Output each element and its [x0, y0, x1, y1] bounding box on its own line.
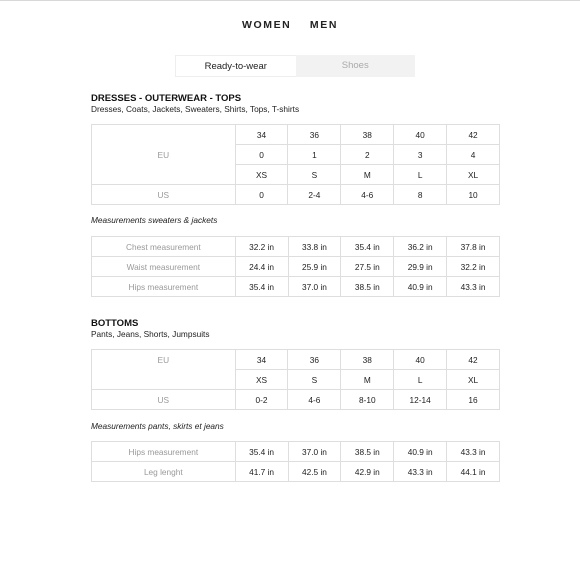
table-cell: 8-10	[341, 390, 394, 410]
table-cell: 35.4 in	[235, 442, 288, 462]
table-row	[92, 125, 500, 145]
table-cell: 37.0 in	[288, 442, 341, 462]
table-row	[92, 277, 500, 297]
measurement-label: Chest measurement	[92, 237, 236, 257]
table-cell: 10	[447, 185, 500, 205]
table-cell: M	[341, 370, 394, 390]
table-cell: 29.9 in	[394, 257, 447, 277]
table-row	[92, 462, 500, 482]
table-cell: S	[288, 165, 341, 185]
table-cell: 32.2 in	[235, 237, 288, 257]
table-cell: 34	[235, 350, 288, 370]
table-cell: 25.9 in	[288, 257, 341, 277]
tab-shoes[interactable]: Shoes	[296, 55, 416, 77]
table-cell: 4-6	[341, 185, 394, 205]
nav-men-link[interactable]: MEN	[309, 19, 339, 31]
table-cell: 40.9 in	[394, 442, 447, 462]
table-cell: 42.9 in	[341, 462, 394, 482]
table-cell: M	[341, 165, 394, 185]
eu-label: EU	[92, 350, 236, 390]
bottoms-measurements-table	[91, 441, 500, 482]
tops-measurements-title: Measurements sweaters & jackets	[91, 215, 218, 225]
table-row	[92, 442, 500, 462]
table-cell: 36	[288, 125, 341, 145]
table-cell: XS	[235, 165, 288, 185]
tops-section-subtitle: Dresses, Coats, Jackets, Sweaters, Shirts, Tops, T-shirts	[91, 104, 300, 114]
table-cell: 34	[235, 125, 288, 145]
table-cell: 16	[447, 390, 500, 410]
bottoms-size-table	[91, 349, 500, 410]
measurement-label: Waist measurement	[92, 257, 236, 277]
table-cell: 33.8 in	[288, 237, 341, 257]
top-divider	[0, 0, 580, 3]
table-cell: 12-14	[394, 390, 447, 410]
table-row	[92, 185, 500, 205]
table-row	[92, 350, 500, 370]
gender-nav	[0, 19, 580, 31]
table-cell: 40	[394, 125, 447, 145]
table-cell: 37.0 in	[288, 277, 341, 297]
tops-size-table	[91, 124, 500, 205]
tops-section-title: DRESSES - OUTERWEAR - TOPS	[91, 93, 242, 104]
table-cell: 24.4 in	[235, 257, 288, 277]
table-row	[92, 237, 500, 257]
bottoms-section-title: BOTTOMS	[91, 318, 139, 329]
table-cell: 44.1 in	[447, 462, 500, 482]
table-cell: 3	[394, 145, 447, 165]
table-cell: S	[288, 370, 341, 390]
table-cell: 4-6	[288, 390, 341, 410]
table-cell: XS	[235, 370, 288, 390]
table-cell: 41.7 in	[235, 462, 288, 482]
table-cell: 1	[288, 145, 341, 165]
table-cell: 2	[341, 145, 394, 165]
bottoms-section-subtitle: Pants, Jeans, Shorts, Jumpsuits	[91, 329, 210, 339]
table-cell: 38.5 in	[341, 277, 394, 297]
table-cell: 38	[341, 125, 394, 145]
table-cell: 35.4 in	[341, 237, 394, 257]
measurement-label: Hips measurement	[92, 442, 236, 462]
table-cell: 42	[447, 125, 500, 145]
tab-ready-to-wear[interactable]: Ready-to-wear	[175, 55, 296, 77]
table-cell: 37.8 in	[447, 237, 500, 257]
table-cell: 38	[341, 350, 394, 370]
table-cell: 8	[394, 185, 447, 205]
table-cell: 0-2	[235, 390, 288, 410]
category-tabs	[175, 55, 415, 77]
table-cell: 42.5 in	[288, 462, 341, 482]
table-cell: 43.3 in	[447, 277, 500, 297]
table-cell: 4	[447, 145, 500, 165]
table-cell: 35.4 in	[235, 277, 288, 297]
us-label: US	[92, 185, 236, 205]
table-cell: 42	[447, 350, 500, 370]
us-label: US	[92, 390, 236, 410]
measurement-label: Hips measurement	[92, 277, 236, 297]
eu-label: EU	[92, 125, 236, 185]
tops-measurements-table	[91, 236, 500, 297]
table-cell: 38.5 in	[341, 442, 394, 462]
table-cell: 43.3 in	[394, 462, 447, 482]
table-cell: 0	[235, 145, 288, 165]
table-row	[92, 390, 500, 410]
table-cell: L	[394, 370, 447, 390]
table-cell: 0	[235, 185, 288, 205]
table-cell: 40.9 in	[394, 277, 447, 297]
table-cell: 27.5 in	[341, 257, 394, 277]
table-cell: 40	[394, 350, 447, 370]
table-cell: XL	[447, 370, 500, 390]
table-row	[92, 257, 500, 277]
table-cell: 43.3 in	[447, 442, 500, 462]
bottoms-measurements-title: Measurements pants, skirts et jeans	[91, 421, 224, 431]
table-cell: XL	[447, 165, 500, 185]
table-cell: 36.2 in	[394, 237, 447, 257]
table-cell: L	[394, 165, 447, 185]
table-cell: 32.2 in	[447, 257, 500, 277]
measurement-label: Leg lenght	[92, 462, 236, 482]
table-cell: 2-4	[288, 185, 341, 205]
nav-women-link[interactable]: WOMEN	[241, 19, 292, 31]
table-cell: 36	[288, 350, 341, 370]
